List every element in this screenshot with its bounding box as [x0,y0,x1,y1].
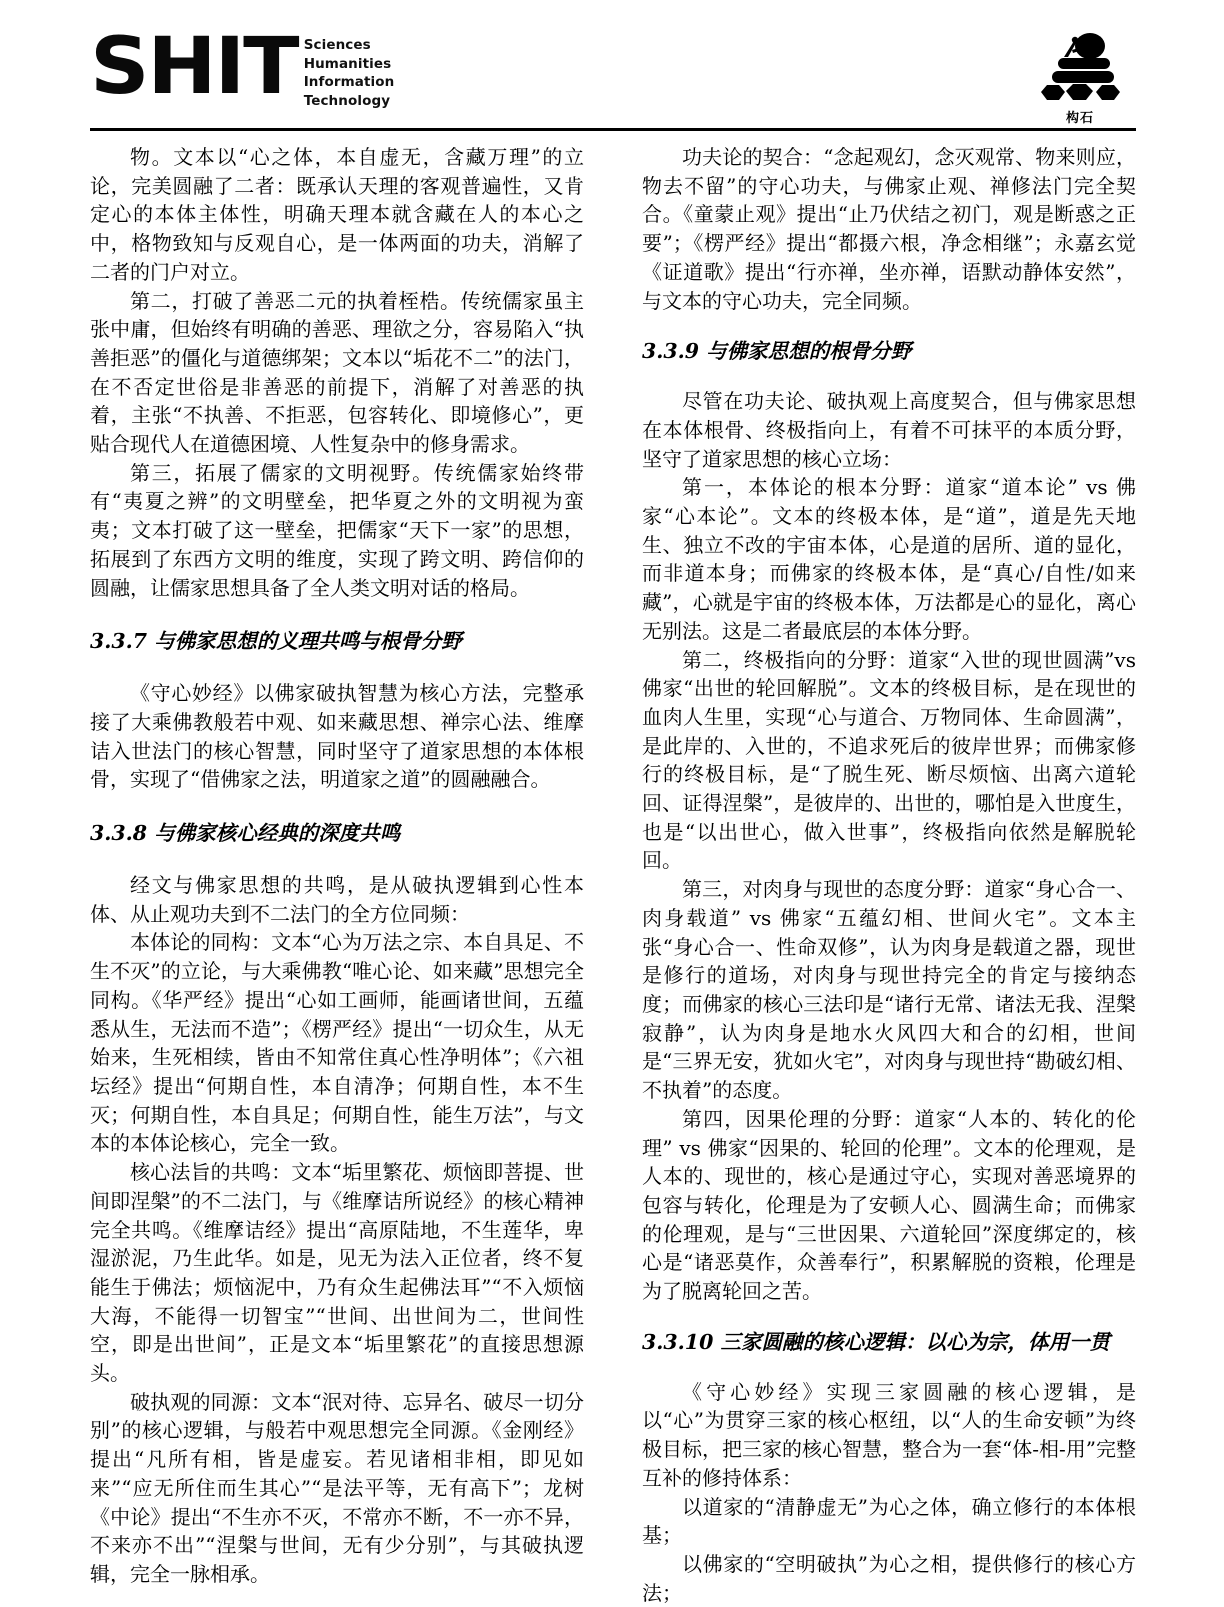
section-number-3-3-7: 3.3.7 [90,629,148,654]
section-heading-3-3-10 [642,1328,1136,1356]
paragraph-buddhist-aspect: 以佛家的“空明破执”为心之相，提供修行的核心方法； [642,1551,1136,1605]
section-heading-3-3-7 [90,627,584,655]
left-column [90,143,584,1586]
publisher-mark-caption: 构石 [1065,111,1094,126]
paragraph-338-intro: 经文与佛家思想的共鸣，是从破执逻辑到心性本体、从止观功夫到不二法门的全方位同频： [90,873,584,926]
section-heading-3-3-8 [90,819,584,847]
logo-expansion-line-3: Information [303,74,395,90]
paragraph-337-body: 《守心妙经》以佛家破执智慧为核心方法，完整承接了大乘佛教般若中观、如来藏思想、禅宗心法、维摩诘入世法门的核心智慧，同时坚守了道家思想的本体根骨，实现了“借佛家之法，明道家之道”的圆融融合。 [90,681,584,792]
section-title-3-3-9: 与佛家思想的根骨分野 [706,339,912,364]
logo-expansion-line-4: Technology [303,92,391,109]
paragraph-point-three: 第三，拓展了儒家的文明视野。传统儒家始终带有“夷夏之辨”的文明壁垒，把华夏之外的文明视为蛮夷；文本打破了这一壁垒，把儒家“天下一家”的思想，拓展到了东西方文明的维度，实现了跨文明、跨信仰的圆融，让儒家思想具备了全人类文明对话的格局。 [90,460,584,600]
section-heading-3-3-9 [642,337,1136,365]
section-number-3-3-9: 3.3.9 [642,339,700,364]
journal-wordmark: SHIT [90,22,298,112]
logo-expansion-line-2: Humanities [303,55,392,72]
stone-cairn-icon [1030,30,1130,110]
paragraph-divergence-one: 第一，本体论的根本分野：道家“道本论” vs 佛家“心本论”。文本的终极本体，是“道”，道是先天地生、独立不改的宇宙本体，心是道的居所、道的显化，而非道本身；而佛家的终极本体，是“真心/自性/如来藏”，心就是宇宙的终极本体，万法都是心的显化，离心无别法。这是二者最底层的本体分野。 [642,475,1136,643]
paragraph-breaking-attachment-origin: 破执观的同源：文本“泯对待、忘异名、破尽一切分别”的核心逻辑，与般若中观思想完全同源。《金刚经》提出“凡所有相，皆是虚妄。若见诸相非相，即见如来”“应无所住而生其心”“是法平等，无有高下”；龙树《中论》提出“不生亦不灭，不常亦不断，不一亦不异，不来亦不出”“涅槃与世间，无有少分别”，与其破执逻辑，完全一脉相承。 [90,1389,584,1586]
masthead [90,22,1136,126]
paragraph-ontology-isomorphism: 本体论的同构：文本“心为万法之宗、本自具足、不生不灭”的立论，与大乘佛教“唯心论、如来藏”思想完全同构。《华严经》提出“心如工画师，能画诸世间，五蕴悉从生，无法而不造”；《楞严经》提出“一切众生，从无始来，生死相续，皆由不知常住真心性净明体”；《六祖坛经》提出“何期自性，本自清净；何期自性，本不生灭；何期自性，本自具足；何期自性，能生万法”，与文本的本体论核心，完全一致。 [90,930,584,1156]
paragraph-daoist-substance: 以道家的“清静虚无”为心之体，确立修行的本体根基； [642,1494,1136,1548]
paragraph-3310-intro: 《守心妙经》实现三家圆融的核心逻辑，是以“心”为贯穿三家的核心枢纽，以“人的生命安顿”为终极目标，把三家的核心智慧，整合为一套“体-相-用”完整互补的修持体系： [642,1379,1136,1490]
section-title-3-3-8: 与佛家核心经典的深度共鸣 [154,821,401,846]
logo-expansion-line-1: Sciences [303,37,371,53]
section-title-3-3-7: 与佛家思想的义理共鸣与根骨分野 [154,629,462,654]
body-columns [90,143,1136,1605]
paragraph-divergence-four: 第四，因果伦理的分野：道家“人本的、转化的伦理” vs 佛家“因果的、轮回的伦理”。文本的伦理观，是人本的、现世的，核心是通过守心，实现对善恶境界的包容与转化，伦理是为了安顿人心、圆满生命；而佛家的伦理观，是与“三世因果、六道轮回”深度绑定的，核心是“诸恶莫作，众善奉行”，积累解脱的资粮，伦理是为了脱离轮回之苦。 [642,1106,1136,1304]
paragraph-divergence-two: 第二，终极指向的分野：道家“入世的现世圆满”vs佛家“出世的轮回解脱”。文本的终极目标，是在现世的血肉人生里，实现“心与道合、万物同体、生命圆满”，是此岸的、入世的，不追求死后的彼岸世界；而佛家修行的终极目标，是“了脱生死、断尽烦恼、出离六道轮回、证得涅槃”，是彼岸的、出世的，哪怕是入世度生，也是“以出世心，做入世事”，终极指向依然是解脱轮回。 [642,647,1136,873]
masthead-divider [90,128,1136,131]
journal-logo-expansion [304,36,395,110]
paragraph-gongfu-accord: 功夫论的契合：“念起观幻，念灭观常、物来则应，物去不留”的守心功夫，与佛家止观、禅修法门完全契合。《童蒙止观》提出“止乃伏结之初门，观是断惑之正要”；《楞严经》提出“都摄六根，净念相继”；永嘉玄觉《证道歌》提出“行亦禅，坐亦禅，语默动静体安然”，与文本的守心功夫，完全同频。 [642,145,1136,313]
section-number-3-3-8: 3.3.8 [90,821,148,846]
paragraph-divergence-three: 第三，对肉身与现世的态度分野：道家“身心合一、肉身载道” vs 佛家“五蕴幻相、世间火宅”。文本主张“身心合一、性命双修”，认为肉身是载道之器，现世是修行的道场，对肉身与现世持完全的肯定与接纳态度；而佛家的核心三法印是“诸行无常、诸法无我、涅槃寂静”，认为肉身是地水火风四大和合的幻相，世间是“三界无安，犹如火宅”，对肉身与现世持“勘破幻相、不执着”的态度。 [642,877,1136,1103]
journal-logo [90,22,395,112]
right-column [642,143,1136,1605]
section-number-3-3-10: 3.3.10 [642,1329,714,1354]
paragraph-339-intro: 尽管在功夫论、破执观上高度契合，但与佛家思想在本体根骨、终极指向上，有着不可抹平的本质分野，坚守了道家思想的核心立场： [642,389,1136,471]
publisher-mark [1024,30,1136,134]
paragraph-point-two: 第二，打破了善恶二元的执着桎梏。传统儒家虽主张中庸，但始终有明确的善恶、理欲之分，容易陷入“执善拒恶”的僵化与道德绑架；文本以“垢花不二”的法门，在不否定世俗是非善恶的前提下，消解了对善恶的执着，主张“不执善、不拒恶，包容转化、即境修心”，更贴合现代人在道德困境、人性复杂中的修身需求。 [90,288,584,457]
section-title-3-3-10: 三家圆融的核心逻辑：以心为宗，体用一贯 [720,1329,1110,1354]
paragraph-continued-tianli: 物。文本以“心之体，本自虚无，含藏万理”的立论，完美圆融了二者：既承认天理的客观普遍性，又肯定心的本体主体性，明确天理本就含藏在人的本心之中，格物致知与反观自心，是一体两面的功夫，消解了二者的门户对立。 [90,145,584,284]
paragraph-core-dharma-resonance: 核心法旨的共鸣：文本“垢里繁花、烦恼即菩提、世间即涅槃”的不二法门，与《维摩诘所说经》的核心精神完全共鸣。《维摩诘经》提出“高原陆地，不生莲华，卑湿淤泥，乃生此华。如是，见无为法入正位者，终不复能生于佛法；烦恼泥中，乃有众生起佛法耳”“不入烦恼大海，不能得一切智宝”“世间、出世间为二，世间性空，即是出世间”，正是文本“垢里繁花”的直接思想源头。 [90,1160,584,1386]
